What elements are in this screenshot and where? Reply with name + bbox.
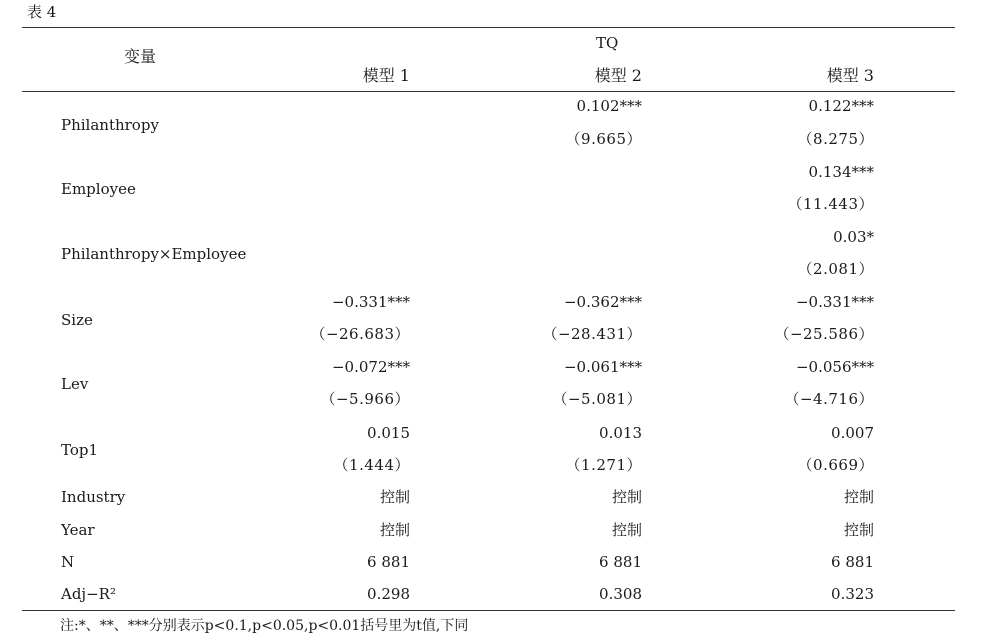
adj-r2-cell: 0.323 — [831, 585, 874, 603]
control-cell: 控制 — [379, 521, 410, 539]
tvalue-cell: （−5.966） — [320, 390, 410, 408]
adj-r2-cell: 0.308 — [599, 585, 642, 603]
observations-cell: 6 881 — [367, 553, 410, 571]
coef-cell: −0.331*** — [795, 293, 874, 311]
tvalue-cell: （−5.081） — [552, 390, 642, 408]
coef-cell: 0.122*** — [808, 97, 874, 115]
coef-cell: 0.134*** — [808, 163, 874, 181]
bottom-rule — [22, 610, 955, 611]
dependent-variable-header: TQ — [596, 34, 619, 52]
tvalue-cell: （−28.431） — [542, 325, 642, 343]
adj-r2-cell: 0.298 — [367, 585, 410, 603]
tvalue-cell: （−25.586） — [774, 325, 874, 343]
coef-cell: 0.03* — [833, 228, 874, 246]
coef-cell: −0.362*** — [563, 293, 642, 311]
tvalue-cell: （2.081） — [797, 260, 874, 278]
coef-cell: −0.331*** — [331, 293, 410, 311]
tvalue-cell: （8.275） — [797, 130, 874, 148]
tvalue-cell: （−26.683） — [310, 325, 410, 343]
control-cell: 控制 — [611, 488, 642, 506]
row-label-industry: Industry — [61, 488, 126, 506]
row-label-top1: Top1 — [61, 441, 99, 459]
coef-cell: −0.072*** — [331, 358, 410, 376]
coef-cell: 0.013 — [599, 424, 642, 442]
row-label-employee: Employee — [61, 180, 136, 198]
variable-header: 变量 — [124, 47, 157, 66]
model-1-header: 模型 1 — [362, 66, 410, 85]
observations-cell: 6 881 — [831, 553, 874, 571]
coef-cell: 0.007 — [831, 424, 874, 442]
tvalue-cell: （−4.716） — [784, 390, 874, 408]
tvalue-cell: （9.665） — [565, 130, 642, 148]
control-cell: 控制 — [379, 488, 410, 506]
row-label-lev: Lev — [61, 375, 89, 393]
table-note: 注:*、**、***分别表示p<0.1,p<0.05,p<0.01括号里为t值,下同 — [60, 618, 469, 634]
tvalue-cell: （11.443） — [787, 195, 874, 213]
control-cell: 控制 — [611, 521, 642, 539]
tvalue-cell: （0.669） — [797, 456, 874, 474]
top-rule — [22, 27, 955, 28]
control-cell: 控制 — [843, 521, 874, 539]
coef-cell: 0.015 — [367, 424, 410, 442]
row-label-adj-r2: Adj−R² — [61, 585, 116, 603]
row-label-n: N — [61, 553, 75, 571]
coef-cell: −0.056*** — [795, 358, 874, 376]
row-label-year: Year — [61, 521, 95, 539]
model-3-header: 模型 3 — [826, 66, 874, 85]
observations-cell: 6 881 — [599, 553, 642, 571]
row-label-interaction: Philanthropy×Employee — [61, 245, 247, 263]
row-label-philanthropy: Philanthropy — [61, 116, 159, 134]
header-rule — [22, 91, 955, 92]
control-cell: 控制 — [843, 488, 874, 506]
model-2-header: 模型 2 — [594, 66, 642, 85]
tvalue-cell: （1.444） — [333, 456, 410, 474]
row-label-size: Size — [61, 311, 93, 329]
coef-cell: 0.102*** — [576, 97, 642, 115]
coef-cell: −0.061*** — [563, 358, 642, 376]
table-caption: 表 4 — [27, 3, 57, 21]
tvalue-cell: （1.271） — [565, 456, 642, 474]
